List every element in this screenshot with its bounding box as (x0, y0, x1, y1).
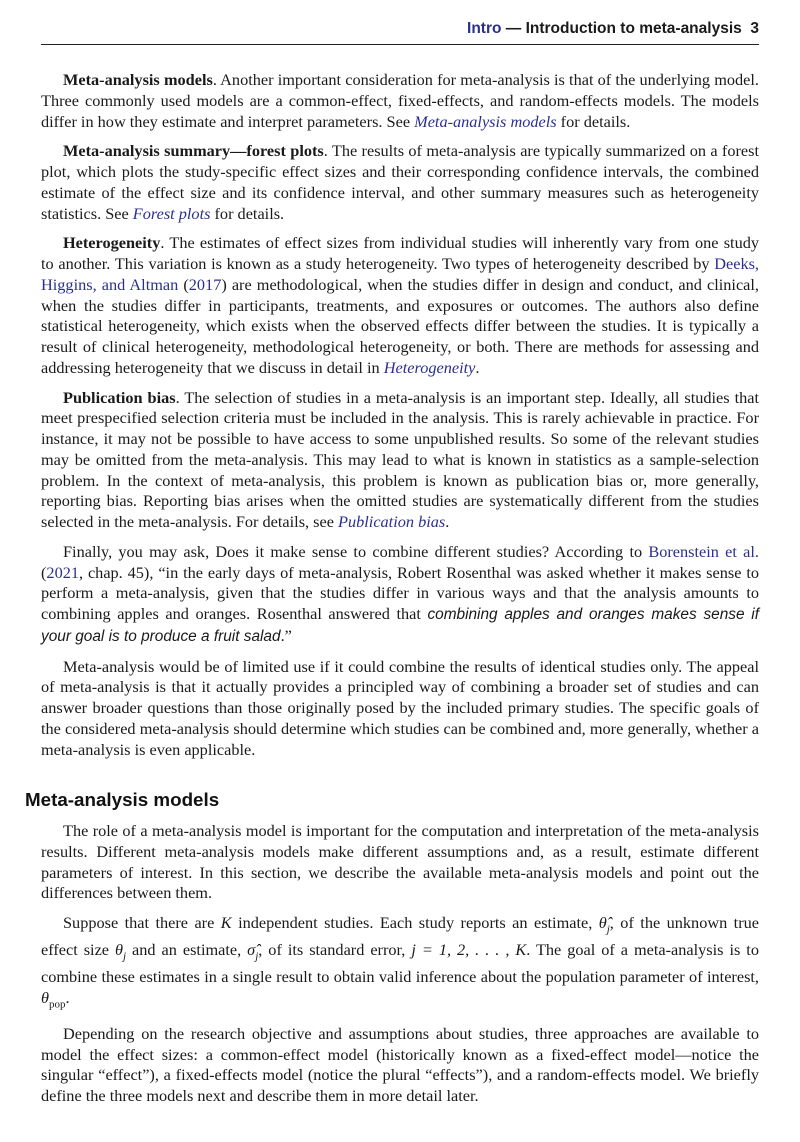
paragraph-text: , chap. 45), “in the early days of meta-analysis, Robert Rosenthal was asked whether it makes sense to perform a meta-analysis, given that the studies differ in various ways and that the analysis amounts to combining apples and oranges. Rosenthal answered that (41, 562, 759, 623)
paragraph-text: . The selection of studies in a meta-analysis is an important step. Ideally, all studies that meet prespecified selection criteria must be included in the analysis. This is rarely achievable in practice. For instance, it may not be possible to have access to some unpublished results. So some of the relevant studies may be omitted from the meta-analysis. This may lead to what is known in statistics as a sample-selection problem. In the context of meta-analysis, this problem is known as publication bias or, more generally, reporting bias. Reporting bias arises when the omitted studies are systematically different from the studies selected in the meta-analysis. For details, see (41, 387, 759, 531)
header-section-link[interactable]: Intro (467, 20, 502, 37)
theta-hat-symbol: θ̂ (598, 913, 607, 932)
citation-year-2017[interactable]: 2017 (188, 274, 222, 294)
paragraph-lead: Publication bias (63, 387, 176, 407)
paragraph-combine-studies (41, 542, 759, 648)
citation-deeks[interactable]: Deeks, Higgins, and Altman (41, 254, 759, 294)
theta-symbol: θ (41, 987, 49, 1007)
paragraph-text: independent studies. Each study reports an estimate, (231, 913, 599, 932)
math-K: K (220, 913, 232, 932)
math-theta-j (115, 940, 127, 963)
paragraph-text: . Another important consideration for meta-analysis is that of the underlying model. Three commonly used models are a common-effect, fixed-effects, and random-effects models. The models differ in how they estimate and interpret parameters. See (41, 70, 759, 131)
link-meta-analysis-models[interactable]: Meta-analysis models (414, 111, 557, 131)
paragraph-model-role: The role of a meta-analysis model is important for the computation and interpretation of the meta-analysis results. Different meta-analysis models make different assumptions and, as a result, estimate different parameters of interest. In this section, we describe the available meta-analysis models and point out the differences between them. (41, 821, 759, 903)
citation-year-2021[interactable]: 2021 (46, 562, 79, 582)
paragraph-text: Finally, you may ask, Does it make sense to combine different studies? According to (63, 541, 649, 561)
link-forest-plots[interactable]: Forest plots (132, 203, 211, 223)
paragraph-meta-analysis-models (41, 70, 759, 132)
paragraph-text: .” (280, 625, 292, 645)
link-heterogeneity[interactable]: Heterogeneity (383, 357, 476, 377)
paragraph-text: . (65, 987, 70, 1007)
page-number: 3 (750, 20, 759, 37)
document-body (25, 70, 760, 1116)
paragraph-text: ( (41, 562, 47, 582)
paragraph-k-studies (41, 913, 759, 1015)
theta-symbol: θ (115, 940, 124, 959)
link-publication-bias[interactable]: Publication bias (338, 512, 446, 531)
paragraph-heterogeneity (41, 233, 759, 378)
paragraph-lead: Meta-analysis summary—forest plots (63, 141, 324, 161)
paragraph-text: Suppose that there are (63, 913, 221, 932)
paragraph-text: . The goal of a meta-analysis is to combine these estimates in a single result to obtain valid inference about the population parameter of interest, (41, 940, 759, 986)
math-theta-hat (598, 913, 610, 936)
header-title: — Introduction to meta-analysis (501, 20, 742, 37)
paragraph-text: ) are methodological, when the studies differ in design and conduct, and clinical, when the studies differ in participants, treatments, and exposures or outcomes. The authors also define statistical heterogeneity, which exists when the observed effects differ between the studies. It is typically a result of clinical heterogeneity, methodological heterogeneity, or both. There are methods for assessing and addressing heterogeneity that we discuss in detail in (41, 274, 760, 377)
paragraph-text: , of the unknown true effect size (41, 913, 759, 959)
subscript-j: j (255, 950, 259, 963)
subscript-j: j (123, 950, 127, 963)
section-heading: Meta-analysis models (25, 789, 220, 811)
paragraph-text: for details. (210, 203, 285, 223)
paragraph-text: and an estimate, (126, 940, 248, 959)
citation-borenstein[interactable]: Borenstein et al. (648, 541, 759, 561)
math-range: j = 1, 2, . . . , K (411, 940, 527, 959)
sigma-hat-symbol: σ̂ (247, 940, 256, 959)
paragraph-text: . (445, 512, 450, 531)
paragraph-forest-plots (41, 141, 759, 224)
paragraph-text: for details. (556, 111, 631, 131)
paragraph-lead: Meta-analysis models (63, 70, 213, 89)
subscript-j: j (606, 923, 610, 936)
paragraph-text: . The estimates of effect sizes from individual studies will inherently vary from one study to another. This variation is known as a study heterogeneity. Two types of heterogeneity described by (41, 233, 759, 273)
running-header (41, 20, 759, 45)
paragraph-text: ( (178, 274, 189, 294)
math-theta-pop (41, 987, 66, 1010)
paragraph-three-approaches: Depending on the research objective and assumptions about studies, three approaches are available to model the effect sizes: a common-effect model (historically known as a fixed-effect model—notice the singular “effect”), a fixed-effects model (notice the plural “effects”), and a random-effects model. We briefly define the three models next and describe them in more detail later. (41, 1023, 759, 1105)
subscript-pop: pop (49, 998, 66, 1010)
paragraph-publication-bias (41, 388, 759, 533)
paragraph-text: . (475, 357, 480, 377)
paragraph-lead: Heterogeneity (63, 233, 161, 253)
rosenthal-quote: combining apples and oranges makes sense if your goal is to produce a fruit salad (41, 606, 759, 645)
paragraph-text: . The results of meta-analysis are typically summarized on a forest plot, which plots the study-specific effect sizes and their corresponding confidence intervals, the combined estimate of the effect size and its confidence interval, and other summary measures such as heterogeneity statistics. See (41, 141, 759, 223)
math-sigma-hat (247, 940, 259, 963)
paragraph-limited-use: Meta-analysis would be of limited use if it could combine the results of identical studies only. The appeal of meta-analysis is that it actually provides a principled way of combining a broader set of studies and can answer broader questions than those originally posed by the included primary studies. The specific goals of the considered meta-analysis should determine which studies can be combined and, more generally, whether a meta-analysis is even applicable. (41, 656, 759, 759)
paragraph-text: , of its standard error, (258, 940, 412, 959)
